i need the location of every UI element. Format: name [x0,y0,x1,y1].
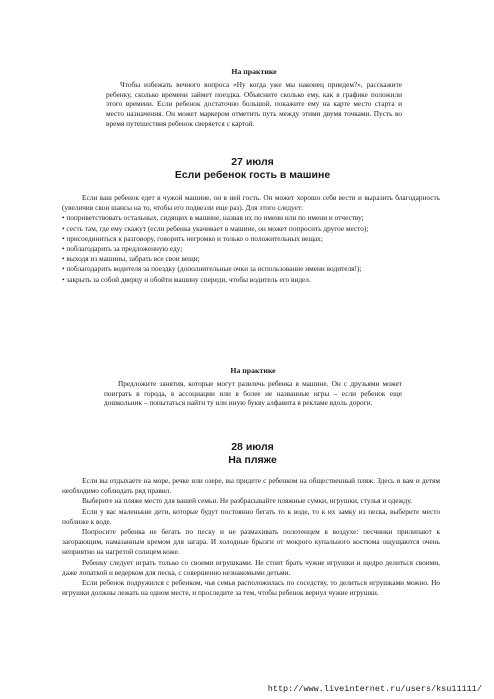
practice-box-1-heading: На практике [231,67,277,76]
day-2-heading [60,441,445,467]
day-2-title: На пляже [228,454,277,466]
day-1-bullet: • сесть там, где ему скажут (если ребенка укачивает в машине, он может попросить другое место); [62,223,369,233]
day-1-bullet: • поблагодарить за предложенную еду; [62,244,183,254]
footer-url: http://www.liveinternet.ru/users/ksu11111/ [267,684,482,694]
practice-box-1-text: Чтобы избежать вечного вопроса «Ну когда уже мы наконец приедем?», расскажите ребенку, сколько времени займет поездка. Объясните сколько ему, как в графике положили этого времени. Если ребенок достаточно большой, покажите ему на карте место старта и место назначения. Он может маркером отметить путь между этими двумя точками. Пусть во время путешествия ребенок сверяется с картой. [106,79,402,128]
practice-box-2-heading: На практике [230,366,276,375]
practice-box-2-text: Предложите занятия, которые могут развлечь ребенка в машине. Он с друзьями может поиграть в города, в ассоциации или в более не названные игры – если ребенок еще дошкольник – попытаться найти ту или иную букву алфавита в рекламе вдоль дороги. [104,378,402,408]
practice-box-1 [106,67,402,129]
day-1-intro: Если ваш ребенок едет в чужой машине, он в ней гость. Он может хорошо себя вести и выразить благодарность (увеличив свои шансы на то, чтобы его подвезли еще раз). Для этого следует: [62,193,440,213]
day-2-body [62,476,440,598]
day-1-bullet: • присоединиться к разговору, говорить негромко и только о положительных вещах; [62,233,323,243]
day-1-bullet: • закрыть за собой дверцу и обойти машину спереди, чтобы водитель его видел. [62,274,311,284]
day-2-paragraph: Ребенку следует играть только со своими игрушками. Не стоит брать чужие игрушки и щедро делиться своими, даже лопаткой и ведерком для песка, с совершенно незнакомыми детьми. [62,557,440,577]
day-1-body [62,193,440,285]
day-2-paragraph: Попросите ребенка не бегать по песку и не размахивать полотенцем в воздухе: песчинки прилипают к загорающим, намазанным кремом для загара. И холодные брызги от мокрого купального костюма ощущаются очень неприятно на нагретой солнцем коже. [62,527,440,557]
day-2-paragraph: Если вы отдыхаете на море, речке или озере, вы придете с ребенком на общественный пляж. Здесь и вам и детям необходимо соблюдать ряд правил. [62,476,440,496]
day-1-date: 27 июля [231,156,274,168]
day-1-bullet: • поблагодарить водителя за поездку (дополнительные очки за использование имени водителя!); [62,264,362,274]
practice-box-2 [104,366,402,408]
day-2-date: 28 июля [231,441,274,453]
day-2-paragraph: Если у вас маленькие дети, которые будут постоянно бегать то к воде, то к их замку из песка, выберите место поближе к воде. [62,506,440,526]
day-1-title: Если ребенок гость в машине [174,169,331,181]
day-1-bullet: • поприветствовать остальных, сидящих в машине, назвав их по имени или по имени и отчеству; [62,213,364,223]
day-2-paragraph: Если ребенок подружился с ребенком, чья семья расположилась по соседству, то делиться игрушками можно. Но игрушки должны лежать на одном месте, и проследите за тем, чтобы ребенок вернул чужие игрушки. [62,578,440,598]
day-1-bullet: • выходя из машины, забрать все свои вещи; [62,254,200,264]
day-1-heading [60,156,445,182]
day-2-paragraph: Выберите на пляже место для вашей семьи. Не разбрасывайте пляжные сумки, игрушки, стулья и одежду. [82,496,412,506]
